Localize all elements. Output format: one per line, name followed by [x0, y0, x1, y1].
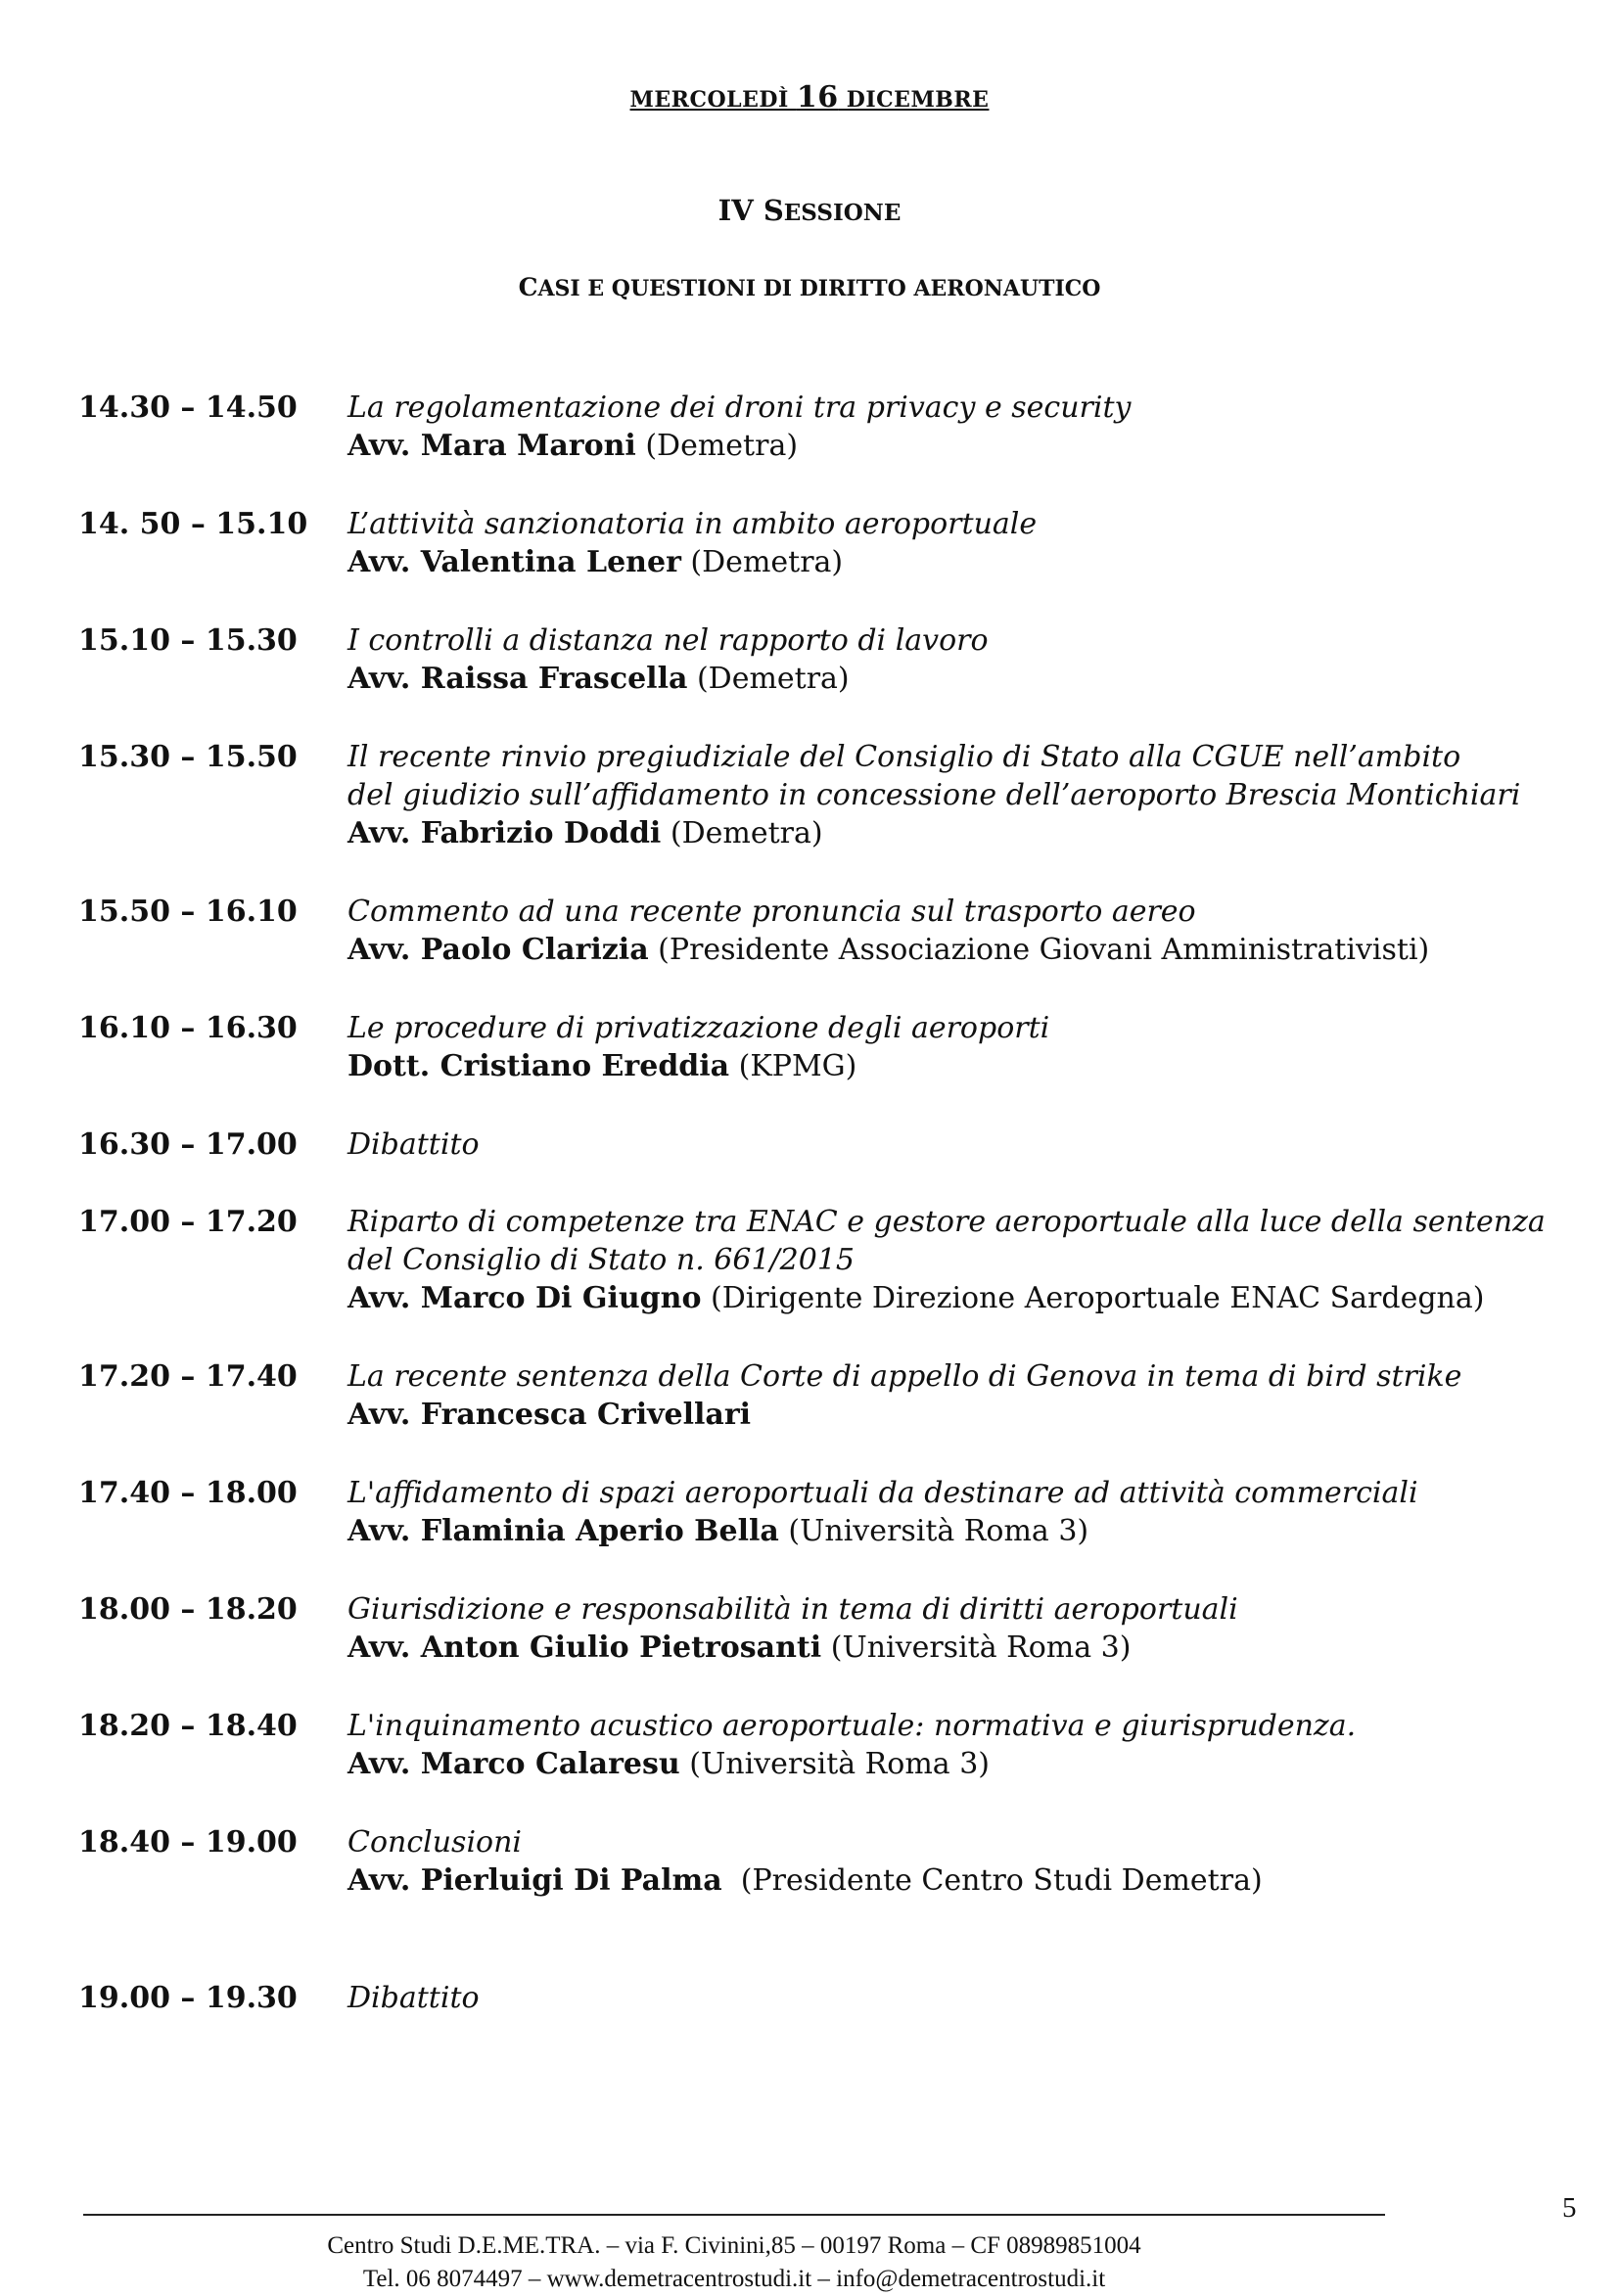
session-title [0, 194, 1619, 227]
agenda-speaker-line [347, 1861, 1610, 1900]
agenda-time: 15.50 – 16.10 [78, 895, 298, 929]
speaker-name: Avv. Pierluigi Di Palma [347, 1863, 722, 1898]
agenda-body [347, 1979, 1610, 2017]
session-roman: IV [717, 194, 754, 227]
agenda-speaker-line [347, 1512, 1610, 1550]
agenda-time: 18.20 – 18.40 [78, 1709, 298, 1743]
agenda-body [347, 621, 1610, 698]
agenda-speaker-line [347, 931, 1610, 969]
agenda-title: del giudizio sull’affidamento in concessione dell’aeroporto Brescia Montichiari [347, 778, 1521, 812]
agenda-title: Dibattito [347, 1127, 480, 1162]
day-heading [0, 80, 1619, 115]
agenda-time: 14.30 – 14.50 [78, 390, 298, 425]
agenda-title: La regolamentazione dei droni tra privacy e security [347, 390, 1132, 425]
agenda-body [347, 389, 1610, 465]
session-subtitle [0, 273, 1619, 301]
speaker-affiliation: (Università Roma 3) [821, 1630, 1132, 1665]
agenda-title: L'affidamento di spazi aeroportuali da destinare ad attività commerciali [347, 1476, 1418, 1510]
speaker-affiliation: (Demetra) [661, 816, 823, 850]
agenda-time: 18.00 – 18.20 [78, 1592, 298, 1627]
agenda-title: I controlli a distanza nel rapporto di lavoro [347, 623, 989, 658]
agenda-body [347, 1009, 1610, 1085]
agenda-speaker-line [347, 814, 1610, 852]
agenda-title: Le procedure di privatizzazione degli aeroporti [347, 1011, 1050, 1045]
agenda-body [347, 1590, 1610, 1667]
agenda-time: 19.00 – 19.30 [78, 1981, 298, 2015]
agenda-speaker-line [347, 1279, 1610, 1317]
agenda-body [347, 738, 1610, 852]
agenda-speaker-line [347, 1745, 1610, 1783]
agenda-title: L’attività sanzionatoria in ambito aeroportuale [347, 507, 1038, 541]
speaker-name: Avv. Valentina Lener [347, 545, 681, 579]
page-number: 5 [1562, 2192, 1577, 2224]
day-month: DICEMBRE [838, 87, 990, 113]
agenda-title: Il recente rinvio pregiudiziale del Consiglio di Stato alla CGUE nell’ambito [347, 740, 1461, 774]
agenda-time: 18.40 – 19.00 [78, 1825, 298, 1860]
day-number: 16 [796, 80, 839, 115]
speaker-name: Avv. Marco Calaresu [347, 1747, 680, 1781]
agenda-speaker-line [347, 1396, 1610, 1434]
agenda-speaker-line [347, 427, 1610, 465]
subtitle-rest: ASI E QUESTIONI DI DIRITTO AERONAUTICO [537, 276, 1101, 301]
speaker-affiliation: (Presidente Centro Studi Demetra) [721, 1863, 1263, 1898]
agenda-time: 16.30 – 17.00 [78, 1127, 298, 1162]
agenda-title: Riparto di competenze tra ENAC e gestore aeroportuale alla luce della sentenza [347, 1205, 1546, 1239]
agenda-body [347, 1357, 1610, 1434]
speaker-name: Avv. Flaminia Aperio Bella [347, 1514, 779, 1548]
speaker-affiliation: (Università Roma 3) [778, 1514, 1089, 1548]
speaker-affiliation: (Università Roma 3) [679, 1747, 990, 1781]
footer-rule [83, 2214, 1385, 2216]
agenda-time: 17.20 – 17.40 [78, 1359, 298, 1394]
agenda-title: La recente sentenza della Corte di appello di Genova in tema di bird strike [347, 1359, 1462, 1394]
agenda-time: 14. 50 – 15.10 [78, 507, 308, 541]
speaker-name: Avv. Francesca Crivellari [347, 1398, 752, 1432]
agenda-body [347, 1823, 1610, 1900]
agenda-title: Giurisdizione e responsabilità in tema di diritti aeroportuali [347, 1592, 1238, 1627]
agenda-speaker-line [347, 660, 1610, 698]
footer-contacts: Tel. 06 8074497 – www.demetracentrostudi.it – info@demetracentrostudi.it [362, 2266, 1106, 2292]
speaker-affiliation: (Presidente Associazione Giovani Amministrativisti) [648, 933, 1430, 967]
speaker-name: Avv. Fabrizio Doddi [347, 816, 662, 850]
session-initial: S [763, 194, 784, 227]
agenda-speaker-line [347, 543, 1610, 581]
agenda-time: 16.10 – 16.30 [78, 1011, 298, 1045]
speaker-name: Avv. Marco Di Giugno [347, 1281, 702, 1315]
speaker-affiliation: (Demetra) [680, 545, 844, 579]
footer-address: Centro Studi D.E.ME.TRA. – via F. Civinini,85 – 00197 Roma – CF 08989851004 [327, 2232, 1141, 2259]
agenda-title: del Consiglio di Stato n. 661/2015 [347, 1243, 855, 1277]
day-weekday: MERCOLEDÌ [629, 87, 797, 113]
subtitle-initial: C [518, 273, 538, 301]
speaker-name: Avv. Anton Giulio Pietrosanti [347, 1630, 822, 1665]
agenda-title: Commento ad una recente pronuncia sul trasporto aereo [347, 895, 1196, 929]
speaker-affiliation: (KPMG) [729, 1049, 857, 1083]
agenda-time: 15.30 – 15.50 [78, 740, 298, 774]
agenda-title: Dibattito [347, 1981, 480, 2015]
session-rest: ESSIONE [783, 200, 902, 226]
agenda-speaker-line [347, 1047, 1610, 1085]
speaker-affiliation: (Dirigente Direzione Aeroportuale ENAC Sardegna) [701, 1281, 1485, 1315]
agenda-title: L'inquinamento acustico aeroportuale: normativa e giurisprudenza. [347, 1709, 1357, 1743]
agenda-body [347, 1125, 1610, 1164]
agenda-title: Conclusioni [347, 1825, 523, 1860]
agenda-body [347, 1707, 1610, 1783]
speaker-affiliation: (Demetra) [635, 429, 799, 463]
agenda-time: 17.40 – 18.00 [78, 1476, 298, 1510]
speaker-name: Dott. Cristiano Ereddia [347, 1049, 730, 1083]
agenda-time: 15.10 – 15.30 [78, 623, 298, 658]
agenda-time: 17.00 – 17.20 [78, 1205, 298, 1239]
agenda-speaker-line [347, 1629, 1610, 1667]
agenda-body [347, 1474, 1610, 1550]
agenda-body [347, 505, 1610, 581]
speaker-affiliation: (Demetra) [687, 662, 850, 696]
agenda-body [347, 1203, 1610, 1317]
speaker-name: Avv. Paolo Clarizia [347, 933, 649, 967]
speaker-name: Avv. Raissa Frascella [347, 662, 688, 696]
agenda-body [347, 893, 1610, 969]
speaker-name: Avv. Mara Maroni [347, 429, 636, 463]
